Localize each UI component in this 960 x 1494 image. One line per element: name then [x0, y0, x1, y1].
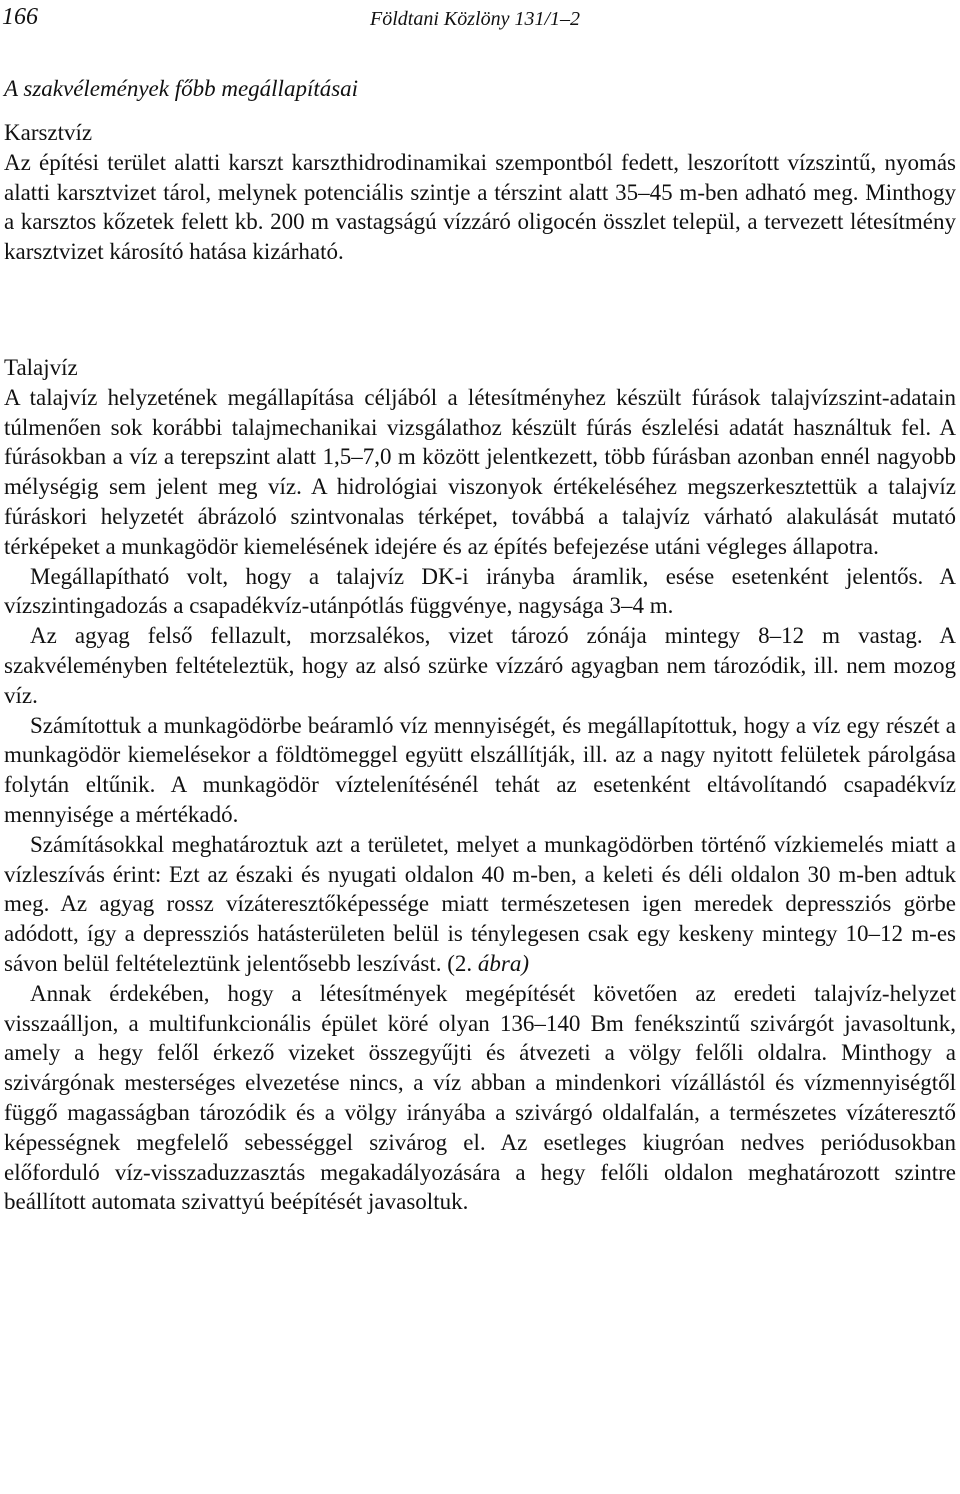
page-header	[0, 4, 960, 34]
talajviz-paragraph: A talajvíz helyzetének megállapítása céljából a létesítményhez készült fúrások talajvízszint-adatain túlmenően sok korábbi talajmechanikai vizsgálathoz készült fúrás észlelési adatát használtuk fel. A fúrásokban a víz a terepszint alatt 1,5–7,0 m között jelentkezett, több fúrásban azonban ennél nagyobb mélységig sem jelent meg víz. A hidrológiai viszonyok értékeléséhez megszerkesztettük a talajvíz fúráskori helyzetét ábrázoló szintvonalas térképet, továbbá a talajvíz várható alakulását mutató térképeket a munkagödör kiemelésének idejére és az építés befejezése utáni végleges állapotra.	[4, 384, 956, 559]
karsztviz-paragraph: Az építési terület alatti karszt karszthidrodinamikai szempontból fedett, leszorított vízszintű, nyomás alatti karsztvizet tárol, melynek potenciális szintje a térszint alatt 35–45 m-ben adható meg. Minthogy a karsztos kőzetek felett kb. 200 m vastagságú vízzáró oligocén összlet települ, a tervezett létesítmény karsztvizet károsító hatása kizárható.	[4, 149, 956, 265]
page-number: 166	[2, 4, 38, 30]
figure-reference: ábra)	[477, 950, 530, 976]
karsztviz-title: Karsztvíz	[4, 120, 93, 145]
section-heading: A szakvélemények főbb megállapításai	[4, 76, 359, 101]
talajviz-paragraph: Az agyag felső fellazult, morzsalékos, vizet tározó zónája mintegy 8–12 m vastag. A szakvéleményben feltételeztük, hogy az alsó szürke vízzáró agyagban nem tározódik, ill. nem mozog víz.	[4, 623, 956, 708]
talajviz-paragraph-with-figure-ref	[4, 830, 956, 979]
talajviz-paragraph: Megállapítható volt, hogy a talajvíz DK-i irányba áramlik, esése esetenként jelentős. A vízszintingadozás a csapadékvíz-utánpótlás függvénye, nagysága 3–4 m.	[4, 563, 956, 619]
talajviz-section	[4, 353, 956, 1217]
talajviz-title: Talajvíz	[4, 355, 78, 380]
talajviz-paragraph: Annak érdekében, hogy a létesítmények megépítését követően az eredeti talajvíz-helyzet visszaálljon, a multifunkcionális épület köré olyan 136–140 Bm fenékszintű szivárgót javasoltunk, amely a hegy felől érkező vizeket összegyűjti és átvezeti a völgy felőli oldalra. Minthogy a szivárgónak mesterséges elvezetése nincs, a víz abban a mindenkori vízállástól és vízmennyiségtől függő magasságban tározódik és a völgy irányába a szivárgó oldalfalán, a természetes vízáteresztő képességnek megfelelő sebességgel szivárog el. Az esetleges kiugróan nedves periódusokban előforduló víz-visszaduzzasztás megakadályozására a hegy felőli oldalon meghatározott szintre beállított automata szivattyú beépítését javasoltuk.	[4, 980, 956, 1215]
talajviz-paragraph-text: Számításokkal meghatároztuk azt a területet, melyet a munkagödörben történő vízkiemelés miatt a vízleszívás érint: Ezt az északi és nyugati oldalon 40 m-ben, a keleti és déli oldalon 30 m-ben adtuk meg. Az agyag rossz vízáteresztőképessége miatt természetesen igen meredek depressziós görbe adódott, így a depressziós hatásterületen belül is ténylegesen csak egy keskeny mintegy 10–12 m-es sávon belül feltételeztünk jelentősebb leszívást. (2.	[4, 831, 956, 976]
talajviz-paragraph: Számítottuk a munkagödörbe beáramló víz mennyiségét, és megállapítottuk, hogy a víz egy részét a munkagödör kiemelésekor a földtömeggel együtt elszállítják, ill. az a nagy nyitott felületek párolgása folytán eltűnik. A munkagödör víztelenítésénél tehát az esetenként eltávolítandó csapadékvíz mennyisége a mértékadó.	[4, 712, 956, 827]
karsztviz-section	[4, 118, 956, 267]
running-title: Földtani Közlöny 131/1–2	[370, 8, 580, 30]
